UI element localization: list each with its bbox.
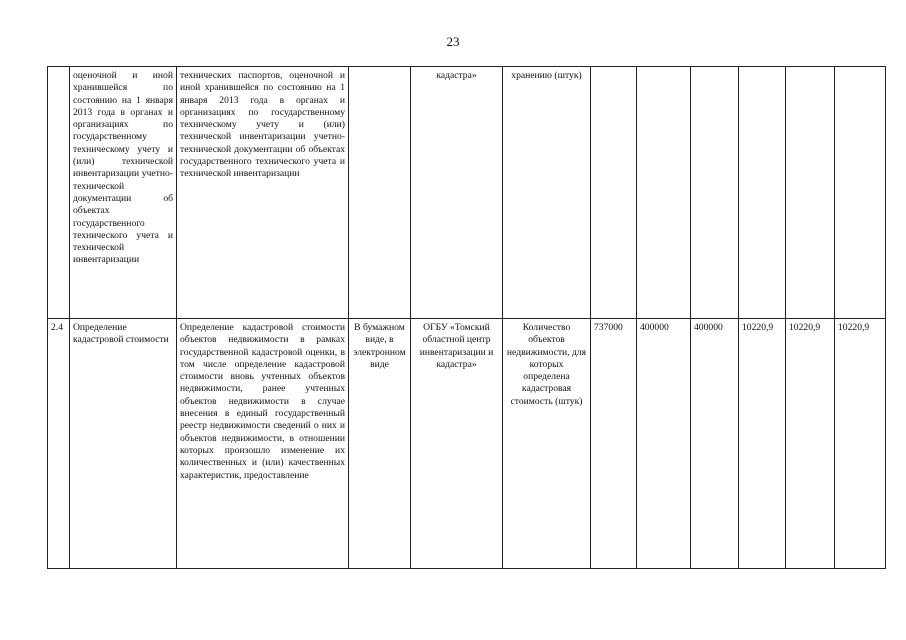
cell-description: Определение кадастровой стоимости объектов недвижимости в рамках государственной кадастровой оценки, в том числе определение кадастровой стоимости вновь учтенных объектов недвижимости, ранее учтенных объектов недвижимости в случае внесения в единый государственный реестр недвижимости сведений о них и объектов недвижимости, в отношении которых произошло изменение их количественных и (или) качественных характеристик, предоставление xyxy=(177,319,349,569)
cell-form xyxy=(349,67,411,319)
document-table xyxy=(47,66,886,569)
cell-event: Определение кадастровой стоимости xyxy=(70,319,177,569)
cell-value-5 xyxy=(786,67,835,319)
cell-form: В бумажном виде, в электронном виде xyxy=(349,319,411,569)
cell-value-4 xyxy=(739,67,786,319)
page-number: 23 xyxy=(446,34,460,49)
cell-value-1 xyxy=(591,67,637,319)
cell-value-3 xyxy=(691,67,739,319)
table-row xyxy=(48,319,886,569)
cell-description: технических паспортов, оценочной и иной хранившейся по состоянию на 1 января 2013 года в органах и организациях по государственному техническому учету и (или) технической инвентаризации учетно-технической документации об объектах государственного технического учета и технической инвентаризации xyxy=(177,67,349,319)
cell-num xyxy=(48,67,70,319)
cell-value-1: 737000 xyxy=(591,319,637,569)
cell-value-6: 10220,9 xyxy=(835,319,886,569)
cell-indicator: Количество объектов недвижимости, для которых определена кадастровая стоимость (штук) xyxy=(503,319,591,569)
table-row xyxy=(48,67,886,319)
cell-value-5: 10220,9 xyxy=(786,319,835,569)
cell-value-2 xyxy=(637,67,691,319)
cell-value-3: 400000 xyxy=(691,319,739,569)
cell-value-6 xyxy=(835,67,886,319)
cell-indicator: хранению (штук) xyxy=(503,67,591,319)
cell-executor: кадастра» xyxy=(411,67,503,319)
cell-event: оценочной и иной хранившейся по состоянию на 1 января 2013 года в органах и организациях по государственному техническому учету и (или) технической инвентаризации учетно-технической документации об объектах государственного технического учета и технической инвентаризации xyxy=(70,67,177,319)
cell-value-2: 400000 xyxy=(637,319,691,569)
cell-value-4: 10220,9 xyxy=(739,319,786,569)
cell-num: 2.4 xyxy=(48,319,70,569)
cell-executor: ОГБУ «Томский областной центр инвентаризации и кадастра» xyxy=(411,319,503,569)
